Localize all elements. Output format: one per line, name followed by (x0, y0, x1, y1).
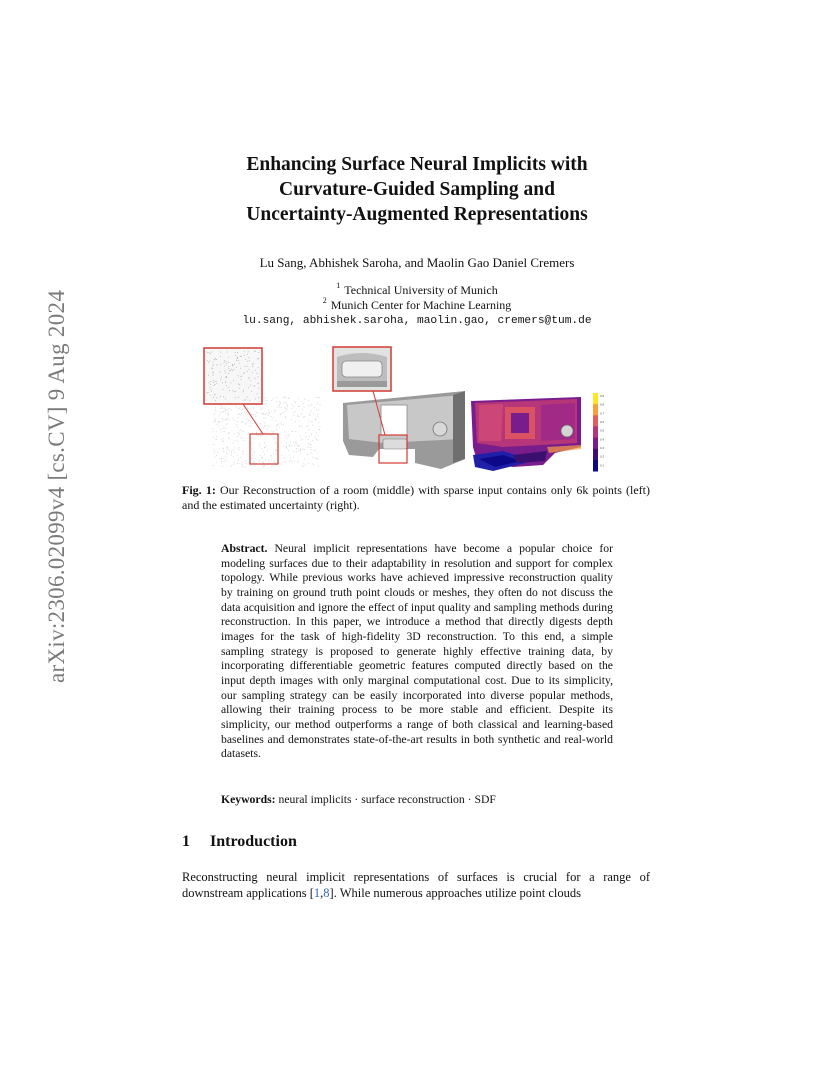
affiliation-1-mark: 1 (336, 281, 341, 290)
affiliation-2-name: Munich Center for Machine Learning (330, 298, 512, 312)
colorbar-segment (593, 404, 598, 416)
colorbar-tick-label: 0.7 (600, 411, 605, 416)
affiliation-1 (150, 283, 684, 298)
colorbar-tick-labels (600, 394, 605, 467)
colorbar-tick-label: 0.5 (600, 428, 605, 433)
colorbar-tick-label: 0.3 (600, 446, 605, 450)
title-line-3: Uncertainty-Augmented Representations (246, 204, 588, 225)
abstract-label: Abstract. (221, 542, 268, 555)
intro-text-start: Reconstructing neural implicit representations of surfaces is crucial for a range of downstream applications [ (182, 870, 650, 900)
colorbar-segment (593, 449, 598, 461)
colorbar-segment (593, 426, 598, 438)
arxiv-id-text: arXiv:2306.02099v4 [cs.CV] 9 Aug 2024 (44, 289, 69, 683)
colorbar-tick-label: 0.9 (600, 394, 605, 398)
sparse-point-cloud-panel (204, 348, 321, 467)
uncertainty-map-panel (471, 393, 605, 472)
author-list: Lu Sang, Abhishek Saroha, and Maolin Gao Daniel Cremers (259, 255, 575, 270)
keywords-label: Keywords: (221, 793, 276, 806)
uncertainty-colorbar (593, 393, 598, 472)
section-number: 1 (182, 833, 190, 850)
section-heading (182, 833, 297, 851)
abstract (221, 542, 613, 762)
affiliation-2-mark: 2 (322, 296, 327, 305)
author-emails: lu.sang, abhishek.saroha, maolin.gao, cremers@tum.de (242, 315, 592, 327)
intro-text-end: ]. While numerous approaches utilize point clouds (329, 886, 581, 900)
colorbar-tick-label: 0.1 (600, 463, 605, 468)
colorbar-segment (593, 393, 598, 405)
colorbar-tick-label: 0.4 (600, 437, 605, 442)
abstract-text: Neural implicit representations have become a popular choice for modeling surfaces due to their adaptability in resolution and support for complex topology. While previous works have achieved impressive reconstruction quality by training on ground truth point clouds or meshes, they often do not discuss the data acquisition and ignore the effect of input quality and sampling methods during reconstruction. In this paper, we introduce a method that directly digests depth images for the task of high-fidelity 3D reconstruction. To this end, a simple sampling strategy is proposed to generate highly effective training data, by incorporating differentiable geometric features computed directly based on the input depth images with only marginal computational cost. Due to its simplicity, our sampling strategy can be easily incorporated into diverse popular methods, allowing their training process to be more stable and efficient. Despite its simplicity, our method outperforms a range of both classical and learning-based baselines and demonstrates state-of-the-art results in both synthetic and real-world datasets. (221, 542, 613, 761)
zoom-connector-left (243, 404, 263, 434)
affiliation-2 (150, 298, 684, 313)
title-line-2: Curvature-Guided Sampling and (279, 179, 555, 200)
colorbar-tick-label: 0.6 (600, 420, 605, 424)
title-line-1: Enhancing Surface Neural Implicits with (246, 154, 588, 175)
caption-text: Our Reconstruction of a room (middle) with sparse input contains only 6k points (left) and the estimated uncertainty (right). (182, 483, 651, 512)
colorbar-tick-label: 0.2 (600, 454, 605, 459)
intro-paragraph (182, 869, 650, 901)
affiliation-1-name: Technical University of Munich (344, 283, 498, 297)
zoom-inset-left (204, 348, 262, 404)
citation-link-1[interactable]: 1 (313, 886, 321, 900)
keywords-text: neural implicits · surface reconstruction · SDF (278, 793, 496, 806)
citation-separator: , (320, 886, 324, 900)
caption-label: Fig. 1: (182, 483, 216, 497)
paper-title (150, 152, 684, 227)
section-title: Introduction (210, 833, 297, 850)
citation-link-8[interactable]: 8 (323, 886, 330, 900)
keywords (221, 793, 613, 806)
arxiv-identifier (32, 289, 69, 683)
figure-1 (203, 343, 607, 473)
colorbar-segment (593, 415, 598, 427)
figure-caption (182, 483, 650, 513)
reconstructed-mesh-panel (333, 347, 465, 469)
colorbar-segment (593, 438, 598, 450)
colorbar-tick-label: 0.8 (600, 402, 605, 407)
colorbar-segment (593, 460, 598, 472)
zoom-region-left (250, 434, 278, 464)
